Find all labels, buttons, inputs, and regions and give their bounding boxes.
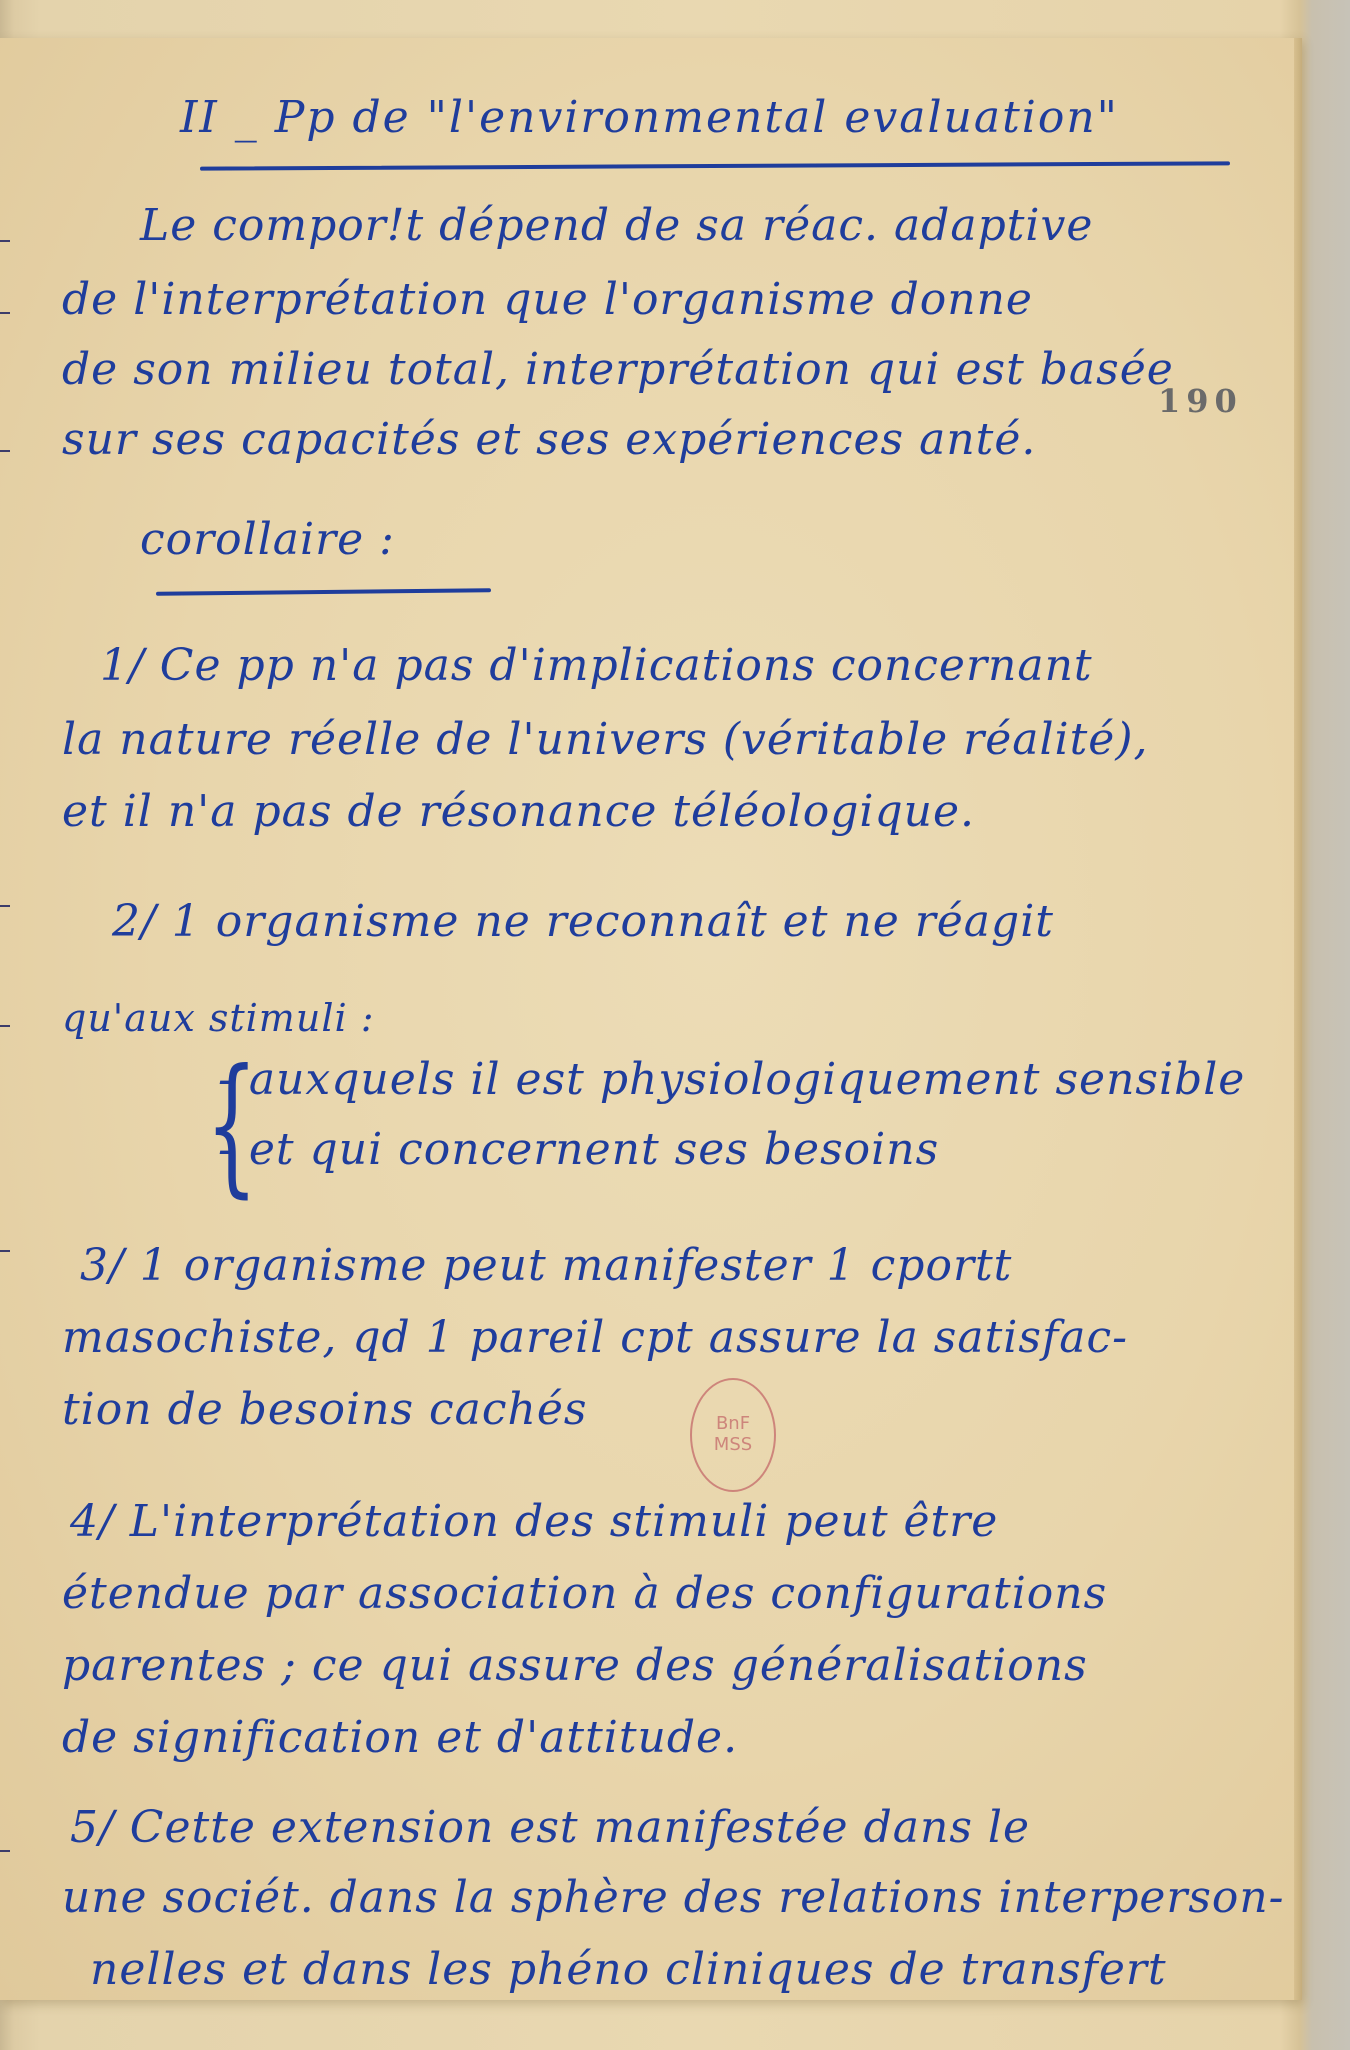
item-line: une sociét. dans la sphère des relations interperson- <box>62 1872 1285 1923</box>
item-line: 5/ Cette extension est manifestée dans le <box>70 1802 1030 1853</box>
intro-line: de son milieu total, interprétation qui est basée <box>62 344 1174 395</box>
item-line: tion de besoins cachés <box>62 1384 588 1435</box>
item-line: de signification et d'attitude. <box>62 1712 739 1763</box>
bnf-library-stamp <box>690 1378 776 1492</box>
stamp-text: MSS <box>713 1434 753 1455</box>
margin-tick <box>0 240 10 242</box>
margin-tick <box>0 905 10 907</box>
page-number: 190 <box>1158 382 1243 420</box>
item-line: 3/ 1 organisme peut manifester 1 cportt <box>80 1240 1013 1291</box>
stamp-text: BnF <box>715 1413 751 1435</box>
item-line: la nature réelle de l'univers (véritable réalité), <box>62 714 1149 765</box>
item-line: masochiste, qd 1 pareil cpt assure la satisfac- <box>62 1312 1128 1363</box>
item-line: - et qui concernent ses besoins <box>218 1124 940 1175</box>
item-line: 1/ Ce pp n'a pas d'implications concernant <box>100 640 1093 691</box>
section-title: II _ Pp de "l'environmental evaluation" <box>180 92 1119 143</box>
item-line: nelles et dans les phéno cliniques de transfert <box>90 1944 1167 1995</box>
item-line: - auxquels il est physiologiquement sensible <box>218 1054 1246 1105</box>
item-line: 4/ L'interprétation des stimuli peut être <box>70 1496 999 1547</box>
item-line: qu'aux stimuli : <box>62 996 375 1040</box>
margin-tick <box>0 450 10 452</box>
intro-line: Le compor!t dépend de sa réac. adaptive <box>140 200 1094 251</box>
corollaire-heading: corollaire : <box>140 514 395 565</box>
item-line: et il n'a pas de résonance téléologique. <box>62 786 976 837</box>
intro-line: de l'interprétation que l'organisme donne <box>62 274 1033 325</box>
item-line: parentes ; ce qui assure des généralisations <box>62 1640 1088 1691</box>
margin-tick <box>0 1250 10 1252</box>
page-edge <box>1294 38 1302 2000</box>
intro-line: sur ses capacités et ses expériences anté. <box>62 414 1037 465</box>
margin-tick <box>0 1025 10 1027</box>
curly-brace-icon: { <box>205 1038 258 1212</box>
margin-tick <box>0 1850 10 1852</box>
margin-tick <box>0 312 10 314</box>
item-line: étendue par association à des configurations <box>62 1568 1108 1619</box>
item-line: 2/ 1 organisme ne reconnaît et ne réagit <box>112 896 1054 947</box>
